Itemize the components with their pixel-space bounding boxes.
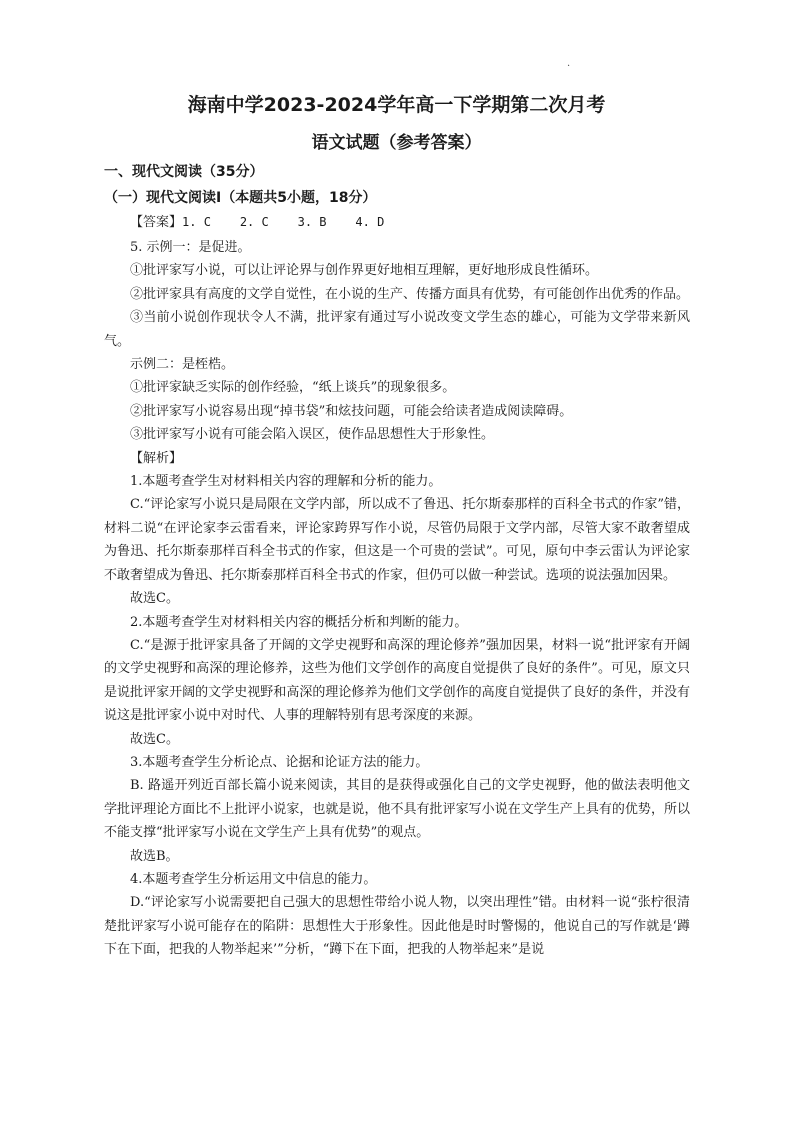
paragraph: 5. 示例一：是促进。 <box>130 240 251 255</box>
paragraph: 示例二：是桎梏。 <box>130 357 235 373</box>
paragraph: 1.本题考查学生对材料相关内容的理解和分析的能力。 <box>130 474 442 490</box>
paragraph: ③批评家写小说有可能会陷入误区，使作品思想性大于形象性。 <box>130 427 495 443</box>
section-heading: 一、现代文阅读（35分） <box>104 164 264 180</box>
document-title: 海南中学2023-2024学年高一下学期第二次月考 <box>187 94 606 116</box>
analysis-label: 【解析】 <box>130 450 183 466</box>
document-subtitle: 语文试题（参考答案） <box>311 133 482 153</box>
answer-line <box>130 212 384 233</box>
paragraph: C.“是源于批评家具备了开阔的文学史视野和高深的理论修养”强加因果，材料一说“批评家有开阔的文学史视野和高深的理论修养，这些为他们文学创作的高度自觉提供了良好的条件”。可见，原文只是说批评家开阔的文学史视野和高深的理论修养为他们文学创作的高度自觉提供了良好的条件，并没有说这是批评家小说中对时代、人事的理解特别有思考深度的来源。 <box>104 637 690 724</box>
paragraph: 故选C。 <box>130 731 179 747</box>
answer-body <box>104 236 690 962</box>
subsection-heading: （一）现代文阅读Ⅰ（本题共5小题，18分） <box>104 190 377 206</box>
paragraph: ③当前小说创作现状令人不满，批评家有通过写小说改变文学生态的雄心，可能为文学带来新风气。 <box>104 310 690 349</box>
paragraph: D.“评论家写小说需要把自己强大的思想性带给小说人物，以突出理性”错。由材料一说“张柠很清楚批评家写小说可能存在的陷阱：思想性大于形象性。因此他是时时警惕的，他说自己的写作就是‘蹲下在下面，把我的人物举起来’”分析，“蹲下在下面，把我的人物举起来”是说 <box>104 895 690 958</box>
paragraph: B. 路遥开列近百部长篇小说来阅读，其目的是获得或强化自己的文学史视野，他的做法表明他文学批评理论方面比不上批评小说家，也就是说，他不具有批评家写小说在文学生产上具有的优势，所以不能支撑“批评家写小说在文学生产上具有优势”的观点。 <box>104 778 690 841</box>
paragraph: ②批评家写小说容易出现“掉书袋”和炫技问题，可能会给读者造成阅读障碍。 <box>130 403 573 419</box>
paragraph: 故选C。 <box>130 591 179 607</box>
paragraph: ①批评家写小说，可以让评论界与创作界更好地相互理解，更好地形成良性循环。 <box>130 263 599 279</box>
paragraph: 2.本题考查学生对材料相关内容的概括分析和判断的能力。 <box>130 614 468 630</box>
paragraph: 故选B。 <box>130 848 179 864</box>
paragraph: 4.本题考查学生分析运用文中信息的能力。 <box>130 871 377 887</box>
answer-codes: 1. C 2. C 3. B 4. D <box>182 215 385 229</box>
paragraph: C.“评论家写小说只是局限在文学内部，所以成不了鲁迅、托尔斯泰那样的百科全书式的作家”错，材料二说“在评论家李云雷看来，评论家跨界写作小说，尽管仍局限于文学内部，尽管大家不敢奢望成为鲁迅、托尔斯泰那样百科全书式的作家，但这是一个可贵的尝试”。可见，原句中李云雷认为评论家不敢奢望成为鲁迅、托尔斯泰那样百科全书式的作家，但仍可以做一种尝试。选项的说法强加因果。 <box>104 497 690 583</box>
paragraph: ①批评家缺乏实际的创作经验，“纸上谈兵”的现象很多。 <box>130 380 456 396</box>
paragraph: ②批评家具有高度的文学自觉性，在小说的生产、传播方面具有优势，有可能创作出优秀的作品。 <box>130 286 690 302</box>
corner-mark: · <box>567 61 571 72</box>
answer-label: 【答案】 <box>130 215 183 230</box>
paragraph: 3.本题考查学生分析论点、论据和论证方法的能力。 <box>130 754 429 770</box>
